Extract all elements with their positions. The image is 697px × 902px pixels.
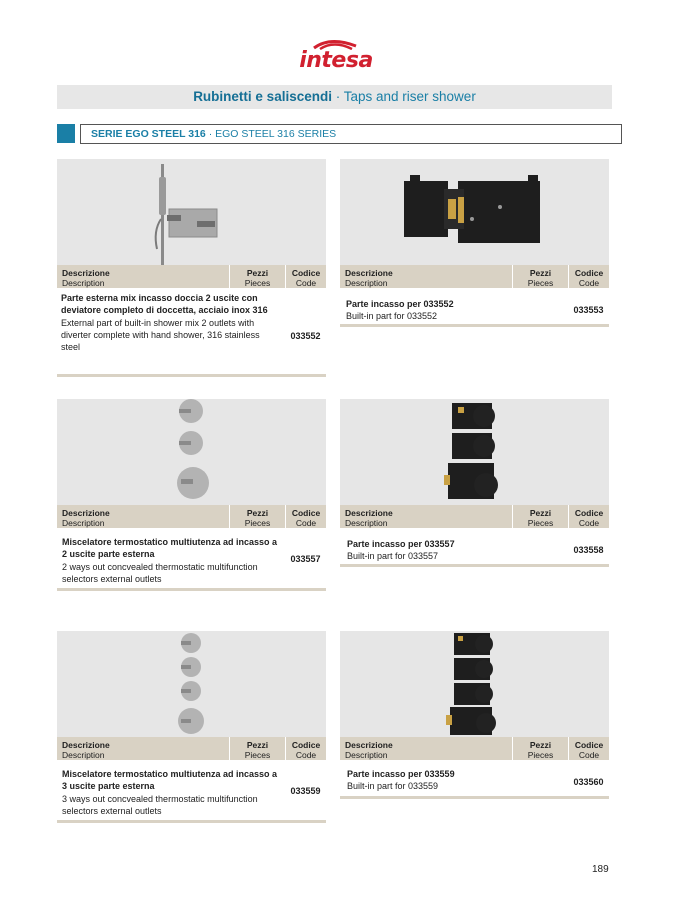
header-code-en: Code (295, 278, 317, 288)
product-image (340, 399, 609, 505)
header-code-en: Code (295, 750, 317, 760)
title-it: Rubinetti e saliscendi (193, 89, 332, 104)
product-description (62, 768, 282, 817)
header-pieces-it: Pezzi (246, 740, 269, 750)
header-code-it: Codice (291, 740, 321, 750)
header-desc-it: Descrizione (345, 268, 393, 278)
header-desc-it: Descrizione (62, 740, 110, 750)
product-description (346, 298, 566, 323)
desc-it: Parte incasso per 033559 (347, 769, 455, 779)
header-pieces-en: Pieces (244, 750, 271, 760)
thermostatic-3-way-icon (57, 631, 326, 737)
divider (57, 820, 326, 823)
divider (57, 588, 326, 591)
header-code-it: Codice (574, 268, 604, 278)
header-desc-en: Description (345, 278, 388, 288)
product-image (57, 631, 326, 737)
header-desc-it: Descrizione (62, 508, 110, 518)
series-heading (80, 124, 622, 144)
series-en: EGO STEEL 316 SERIES (215, 128, 337, 140)
header-desc-it: Descrizione (345, 740, 393, 750)
product-code: 033557 (290, 554, 321, 564)
header-desc-en: Description (345, 518, 388, 528)
desc-it: Miscelatore termostatico multiutenza ad incasso a 2 uscite parte esterna (62, 537, 278, 560)
brand-name: intesa (299, 48, 373, 73)
divider (57, 374, 326, 377)
product-description (62, 536, 282, 585)
header-pieces-it: Pezzi (246, 268, 269, 278)
header-code-en: Code (578, 278, 600, 288)
product-image (57, 159, 326, 265)
desc-en: External part of built-in shower mix 2 outlets with diverter complete with hand shower, 316 stainless steel (61, 317, 260, 353)
header-desc-en: Description (62, 518, 105, 528)
header-pieces-en: Pieces (527, 518, 554, 528)
header-pieces-en: Pieces (527, 278, 554, 288)
built-in-box-icon (340, 159, 609, 265)
header-pieces-en: Pieces (244, 518, 271, 528)
product-image (57, 399, 326, 505)
product-code: 033558 (573, 545, 604, 555)
header-code-it: Codice (574, 740, 604, 750)
series-it: SERIE EGO STEEL 316 (91, 128, 206, 140)
header-desc-it: Descrizione (345, 508, 393, 518)
product-image (340, 631, 609, 737)
header-code-it: Codice (291, 508, 321, 518)
header-desc-en: Description (345, 750, 388, 760)
product-description (347, 768, 567, 793)
product-code: 033552 (290, 331, 321, 341)
table-header (340, 265, 609, 288)
thermostatic-2-way-icon (57, 399, 326, 505)
series-marker (57, 124, 75, 143)
header-pieces-it: Pezzi (246, 508, 269, 518)
divider (340, 564, 609, 567)
product-description (61, 292, 281, 353)
table-header (340, 737, 609, 760)
header-pieces-it: Pezzi (529, 268, 552, 278)
desc-it: Miscelatore termostatico multiutenza ad incasso a 3 uscite parte esterna (62, 769, 278, 792)
page-number: 189 (592, 864, 609, 875)
table-header (57, 505, 326, 528)
header-code-en: Code (578, 750, 600, 760)
table-header (340, 505, 609, 528)
divider (340, 796, 609, 799)
desc-it: Parte incasso per 033557 (347, 539, 455, 549)
desc-en: Built-in part for 033557 (347, 551, 439, 562)
desc-en: Built-in part for 033552 (346, 311, 438, 322)
table-header (57, 737, 326, 760)
hand-shower-icon (57, 159, 326, 265)
product-image (340, 159, 609, 265)
header-code-it: Codice (291, 268, 321, 278)
desc-en: 2 ways out concvealed thermostatic multifunction selectors external outlets (62, 561, 258, 584)
product-code: 033560 (573, 777, 604, 787)
product-description (347, 538, 567, 563)
header-desc-en: Description (62, 750, 105, 760)
header-pieces-it: Pezzi (529, 508, 552, 518)
built-in-2-way-icon (340, 399, 609, 505)
title-separator: · (331, 89, 344, 104)
divider (340, 324, 609, 327)
header-code-en: Code (295, 518, 317, 528)
title-en: Taps and riser shower (343, 89, 476, 104)
header-pieces-en: Pieces (527, 750, 554, 760)
header-pieces-en: Pieces (244, 278, 271, 288)
built-in-3-way-icon (340, 631, 609, 737)
product-code: 033559 (290, 786, 321, 796)
desc-it: Parte esterna mix incasso doccia 2 uscite con deviatore completo di doccetta, acciaio inox 316 (61, 293, 268, 316)
product-code: 033553 (573, 305, 604, 315)
header-code-it: Codice (574, 508, 604, 518)
series-separator: · (205, 128, 216, 140)
desc-en: 3 ways out concvealed thermostatic multifunction selectors external outlets (62, 793, 258, 816)
brand-logo (296, 36, 376, 78)
header-pieces-it: Pezzi (529, 740, 552, 750)
header-desc-it: Descrizione (62, 268, 110, 278)
desc-it: Parte incasso per 033552 (346, 299, 454, 309)
desc-en: Built-in part for 033559 (347, 781, 439, 792)
table-header (57, 265, 326, 288)
page-title (57, 85, 612, 109)
header-code-en: Code (578, 518, 600, 528)
header-desc-en: Description (62, 278, 105, 288)
